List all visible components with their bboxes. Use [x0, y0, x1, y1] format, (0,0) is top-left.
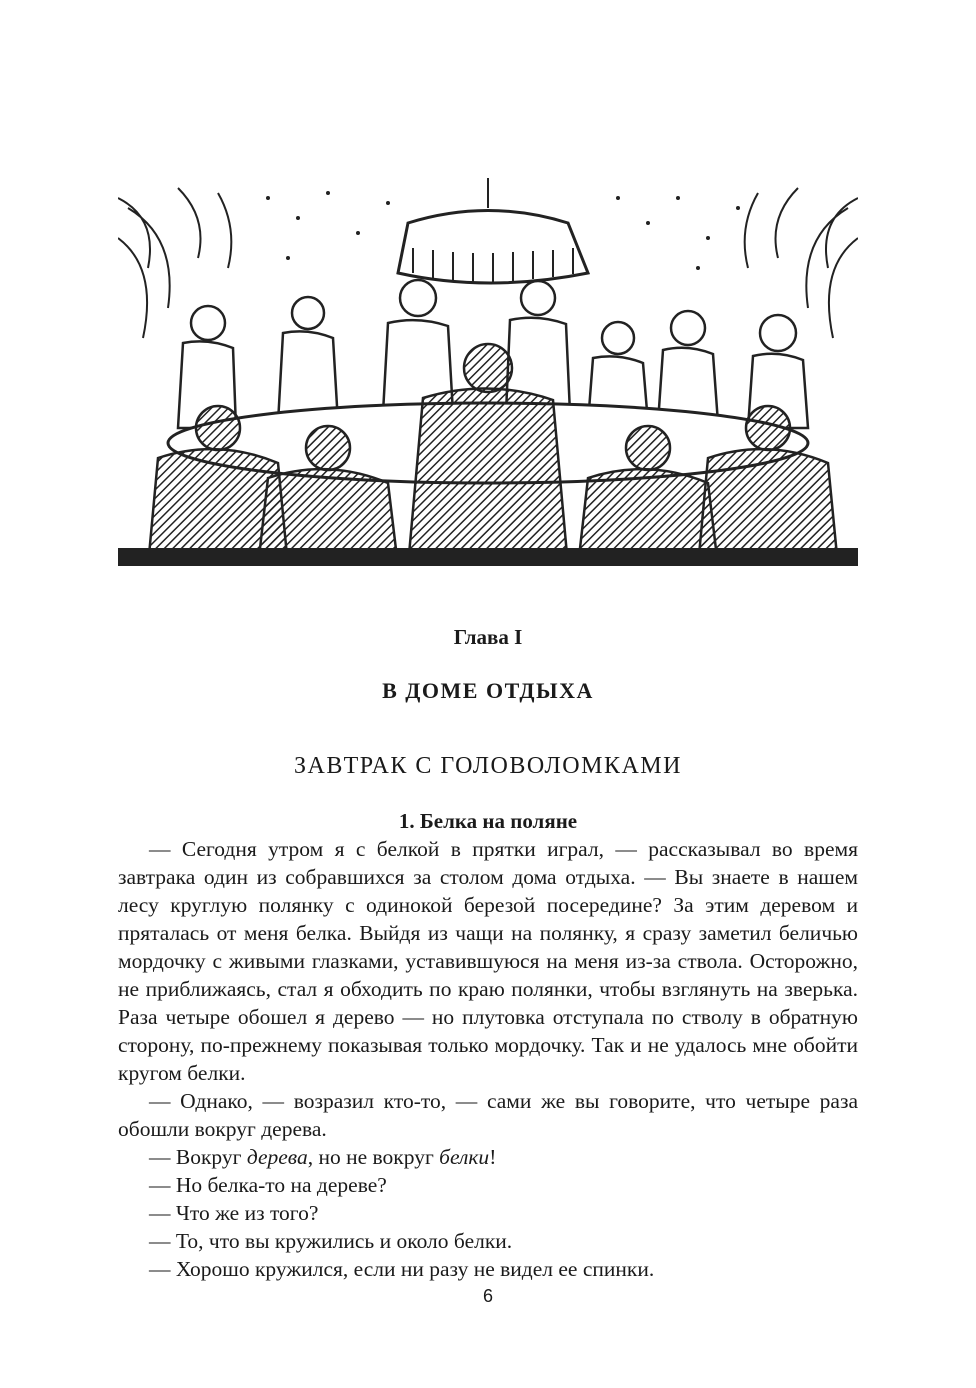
p3-italic-squirrel: белки [439, 1145, 490, 1169]
body-text [118, 835, 858, 1283]
paragraph-4: — Но белка-то на дереве? [149, 1173, 387, 1197]
paragraph-1: — Сегодня утром я с белкой в прятки играл, — рассказывал во время завтрака один из собравшихся за столом дома отдыха. — Вы знаете в нашем лесу круглую полянку с одинокой березой посередине? За этим деревом и пряталась от меня белка. Выйдя из чащи на полянку, я сразу заметил беличью мордочку с живыми глазками, уставившуюся на меня из-за ствола. Осторожно, не приближаясь, стал я обходить по краю полянки, чтобы взглянуть на зверька. Раза четыре обошел я дерево — но плутовка отступала по стволу в обратную сторону, по-прежнему показывая только мордочку. Так и не удалось мне обойти кругом белки. [118, 837, 858, 1085]
p3-part-a: — Вокруг [149, 1145, 247, 1169]
paragraph-3 [118, 1143, 858, 1171]
section-title: ЗАВТРАК С ГОЛОВОЛОМКАМИ [294, 753, 682, 779]
page-number: 6 [482, 1286, 493, 1306]
paragraph-7: — Хорошо кружился, если ни разу не видел ее спинки. [149, 1257, 655, 1281]
puzzle-title: 1. Белка на поляне [398, 809, 578, 833]
paragraph-5: — Что же из того? [149, 1201, 319, 1225]
p3-part-c: , но не вокруг [307, 1145, 440, 1169]
chapter-illustration [118, 178, 858, 566]
p3-italic-tree: дерева [246, 1145, 308, 1169]
paragraph-2: — Однако, — возразил кто-то, — сами же вы говорите, что четыре раза обошли вокруг дерева. [118, 1089, 858, 1141]
p3-part-e: ! [489, 1145, 497, 1169]
chapter-title: В ДОМЕ ОТДЫХА [382, 678, 594, 703]
paragraph-6: — То, что вы кружились и около белки. [149, 1229, 513, 1253]
round-table-picture [118, 178, 858, 566]
chapter-number: Глава I [453, 625, 523, 649]
